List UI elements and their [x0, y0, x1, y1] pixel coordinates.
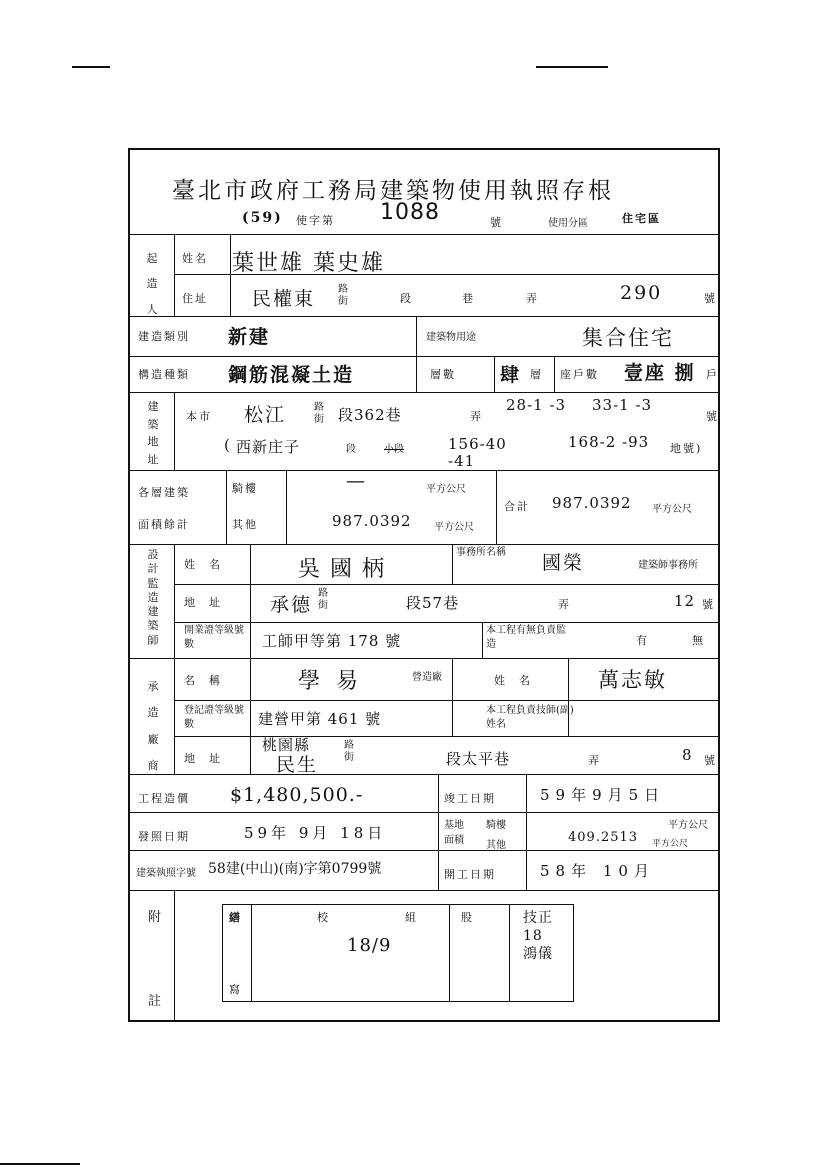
site-number: 33-1 -3 [592, 396, 653, 414]
office-suffix: 建築師事務所 [638, 560, 698, 571]
construction-type: 新建 [228, 326, 271, 348]
base-arcade-unit: 平方公尺 [668, 820, 708, 831]
scan-mark [536, 66, 608, 68]
area-label-2: 面積餘計 [138, 518, 190, 531]
contractor-addr-2: 民生 [276, 754, 319, 776]
contractor-cert: 建營甲第 461 號 [258, 710, 382, 728]
applicant-street: 民權東 [252, 288, 316, 310]
office-label: 事務所名稱 [456, 547, 506, 558]
start-date-label: 開工日期 [444, 868, 496, 881]
cost-label: 工程造價 [138, 792, 190, 805]
designer-section-lane: 段57巷 [406, 594, 460, 612]
zone-value: 住宅區 [622, 212, 661, 225]
site-road: 松江 [244, 404, 287, 426]
designer-label: 設計監造建築師 [147, 548, 159, 647]
approval-stamp [222, 904, 574, 1002]
designer-name-label: 姓名 [184, 558, 234, 571]
other-area-label: 其他 [232, 518, 258, 531]
contractor-suffix: 營造廠 [412, 672, 442, 683]
applicant-alley-label: 弄 [526, 292, 539, 305]
base-other-area: 409.2513 [568, 830, 639, 845]
other-area: 987.0392 [332, 512, 412, 530]
zone-label: 使用分區 [548, 218, 588, 229]
stamp-label-3: 組 [405, 911, 418, 924]
stamp-bottom-label: 寫 [229, 983, 242, 996]
site-city-label: 本市 [186, 410, 212, 423]
lot-open: ( [224, 436, 231, 454]
applicant-number: 290 [620, 282, 663, 304]
contractor-label: 承造廠商 [147, 680, 159, 773]
site-road-label: 路街 [314, 402, 324, 425]
applicant-section-label: 段 [400, 292, 413, 305]
applicant-addr-label: 住址 [182, 292, 208, 305]
designer-cert-label: 開業證等級號數 [184, 625, 244, 650]
households-value: 壹座 捌 [624, 362, 696, 384]
floors-label: 層數 [430, 368, 456, 381]
stamp-label-1: 繕 [229, 911, 242, 924]
supervisor-label: 本工程有無負責監造 [486, 625, 566, 650]
stamp-label-4: 股 [461, 911, 474, 924]
site-alley: 28-1 -3 [506, 396, 567, 414]
contractor-section-lane: 段太平巷 [446, 750, 511, 768]
total-area-label: 合計 [504, 500, 530, 513]
construction-type-label: 建造類別 [138, 330, 190, 343]
permit-label: 建築執照字號 [136, 868, 196, 879]
license-number: 1088 [380, 200, 440, 225]
site-number-label: 號 [706, 410, 719, 423]
license-prefix: 使字第 [296, 214, 335, 227]
site-alley-label: 弄 [470, 410, 483, 423]
base-other-unit: 平方公尺 [652, 839, 689, 849]
supervisor-value: 有 [636, 634, 649, 647]
lot-section: 西新庄子 [236, 438, 301, 456]
stamp-approver-note: 技正 18 鴻儀 [523, 910, 553, 963]
applicant-name: 葉世雄 葉史雄 [232, 251, 385, 276]
base-arcade-label: 騎樓 [486, 820, 506, 831]
applicant-number-label: 號 [704, 292, 717, 305]
cost-value: $1,480,500.- [230, 784, 364, 806]
base-other-label: 其他 [486, 840, 506, 851]
floors-value: 肆 [500, 364, 522, 386]
remarks-label-top: 附 [148, 910, 164, 925]
lot-label: 地號) [670, 442, 703, 455]
arcade-area: — [346, 470, 367, 492]
site-section-lane: 段362巷 [338, 406, 402, 424]
start-date: 58年 10月 [540, 862, 655, 880]
arcade-unit: 平方公尺 [426, 484, 466, 495]
contractor-addr-1: 桃園縣 [262, 736, 311, 754]
engineer-label: 本工程負責技師(副)姓名 [486, 705, 574, 730]
lot-subsection: 小段 [384, 444, 404, 455]
contractor-alley-label: 弄 [588, 754, 601, 767]
designer-road-label: 路街 [318, 588, 328, 611]
permit-number: 58建(中山)(南)字第0799號 [208, 861, 382, 877]
scan-mark [72, 66, 110, 68]
contractor-number-label: 號 [704, 754, 717, 767]
supervisor-none: 無 [692, 634, 705, 647]
applicant-road-label: 路街 [338, 284, 348, 307]
contractor-name: 學易 [298, 669, 375, 694]
license-year: (59) [242, 210, 283, 226]
contractor-road-label: 路街 [344, 740, 354, 763]
contractor-number: 8 [682, 746, 693, 764]
lot-section-label: 段 [346, 444, 356, 455]
contractor-name-label: 名稱 [184, 674, 234, 687]
designer-cert: 工師甲等第 178 號 [262, 632, 402, 650]
lot-value-2: 168-2 -93 [568, 433, 650, 451]
designer-name: 吳國柄 [298, 557, 395, 582]
household-unit: 戶 [706, 368, 719, 381]
arcade-label: 騎樓 [232, 482, 258, 495]
applicant-label: 起造人 [146, 252, 158, 316]
completion-label: 竣工日期 [444, 792, 496, 805]
contractor-addr-label: 地址 [184, 752, 234, 765]
remarks-label-bottom: 註 [148, 994, 164, 1009]
building-use-label: 建築物用途 [426, 332, 476, 343]
designer-number: 12 [674, 592, 696, 610]
person-label: 姓名 [494, 674, 544, 687]
form-title: 臺北市政府工務局建築物使用執照存根 [172, 178, 614, 204]
stamp-date-note: 18/9 [347, 935, 392, 956]
stamp-label-2: 校 [317, 911, 330, 924]
building-use: 集合住宅 [582, 326, 674, 350]
households-label: 座戶數 [560, 368, 599, 381]
area-label-1: 各層建築 [138, 486, 190, 499]
lot-value-1: 156-40 -41 [448, 435, 507, 470]
completion-date: 59年9月5日 [540, 786, 666, 804]
issue-date-label: 發照日期 [138, 830, 190, 843]
site-label: 建築地址 [147, 400, 159, 466]
contractor-cert-label: 登記證等級號數 [184, 705, 244, 730]
license-form [128, 148, 720, 1022]
person-name: 萬志敏 [598, 668, 667, 692]
total-area: 987.0392 [552, 494, 632, 512]
designer-alley-label: 弄 [558, 598, 571, 611]
other-area-unit: 平方公尺 [434, 522, 474, 533]
structure-value: 鋼筋混凝土造 [228, 364, 355, 386]
issue-date: 59年 9月 18日 [244, 824, 387, 842]
license-suffix: 號 [490, 216, 503, 229]
base-area-label: 基地面積 [444, 820, 464, 846]
designer-addr-label: 地址 [184, 596, 234, 609]
office-name: 國榮 [542, 552, 585, 574]
floor-unit: 層 [530, 368, 543, 381]
applicant-lane-label: 巷 [462, 292, 475, 305]
applicant-name-label: 姓名 [182, 252, 208, 265]
designer-addr: 承德 [270, 594, 313, 616]
total-area-unit: 平方公尺 [652, 504, 692, 515]
designer-number-label: 號 [702, 598, 715, 611]
structure-label: 構造種類 [138, 368, 190, 381]
scan-mark [0, 1163, 80, 1165]
